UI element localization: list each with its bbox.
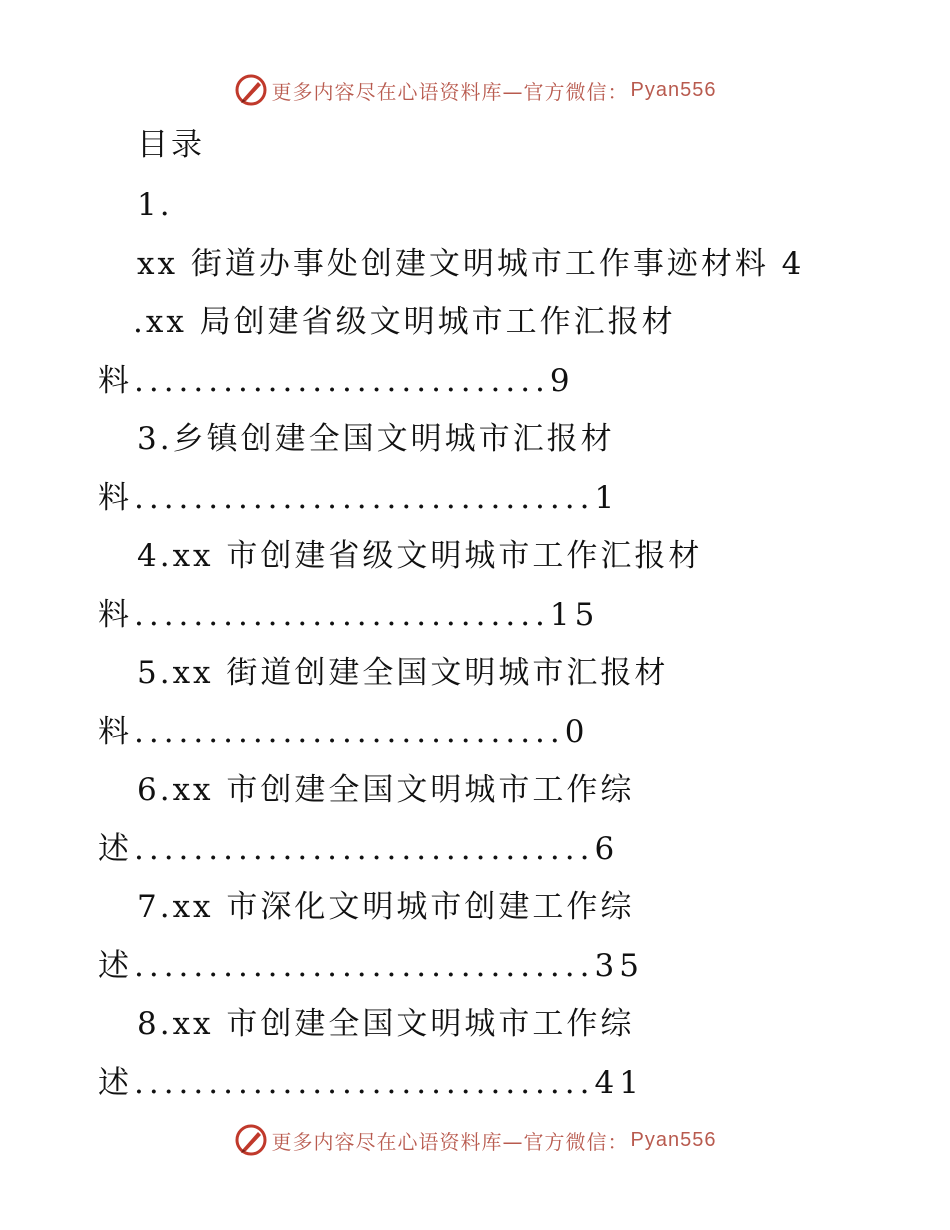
toc-line: 述...............................41 bbox=[98, 1065, 644, 1101]
toc-line: 料............................15 bbox=[98, 597, 600, 633]
toc-line: 8.xx 市创建全国文明城市工作综 bbox=[137, 1006, 635, 1042]
toc-line: 5.xx 街道创建全国文明城市汇报材 bbox=[137, 655, 669, 691]
watermark-banner-top bbox=[0, 70, 950, 110]
banner-text: 更多内容尽在心语资料库—官方微信： bbox=[271, 79, 629, 104]
banner-wechat-id: Pyan556 bbox=[630, 78, 717, 101]
toc-line: 述...............................35 bbox=[98, 948, 644, 984]
toc-heading: 目录 bbox=[137, 127, 205, 163]
toc-line: 料............................9 bbox=[98, 363, 575, 399]
toc-line: 7.xx 市深化文明城市创建工作综 bbox=[137, 889, 635, 925]
pen-logo-icon bbox=[234, 73, 268, 107]
toc-line: 3.乡镇创建全国文明城市汇报材 bbox=[137, 421, 615, 457]
banner-text: 更多内容尽在心语资料库—官方微信： bbox=[271, 1129, 629, 1154]
toc-line: 6.xx 市创建全国文明城市工作综 bbox=[137, 772, 635, 808]
pen-logo-icon bbox=[234, 1123, 268, 1157]
toc-line: 述...............................6 bbox=[98, 831, 620, 867]
toc-line: .xx 局创建省级文明城市工作汇报材 bbox=[133, 304, 676, 340]
toc-line: 1. bbox=[137, 187, 173, 223]
banner-wechat-id: Pyan556 bbox=[630, 1128, 717, 1151]
toc-line: 料...............................1 bbox=[98, 480, 620, 516]
watermark-banner-bottom bbox=[0, 1120, 950, 1160]
toc-line: 4.xx 市创建省级文明城市工作汇报材 bbox=[137, 538, 703, 574]
toc-line: xx 街道办事处创建文明城市工作事迹材料 4 bbox=[137, 246, 805, 282]
toc-line: 料.............................0 bbox=[98, 714, 590, 750]
